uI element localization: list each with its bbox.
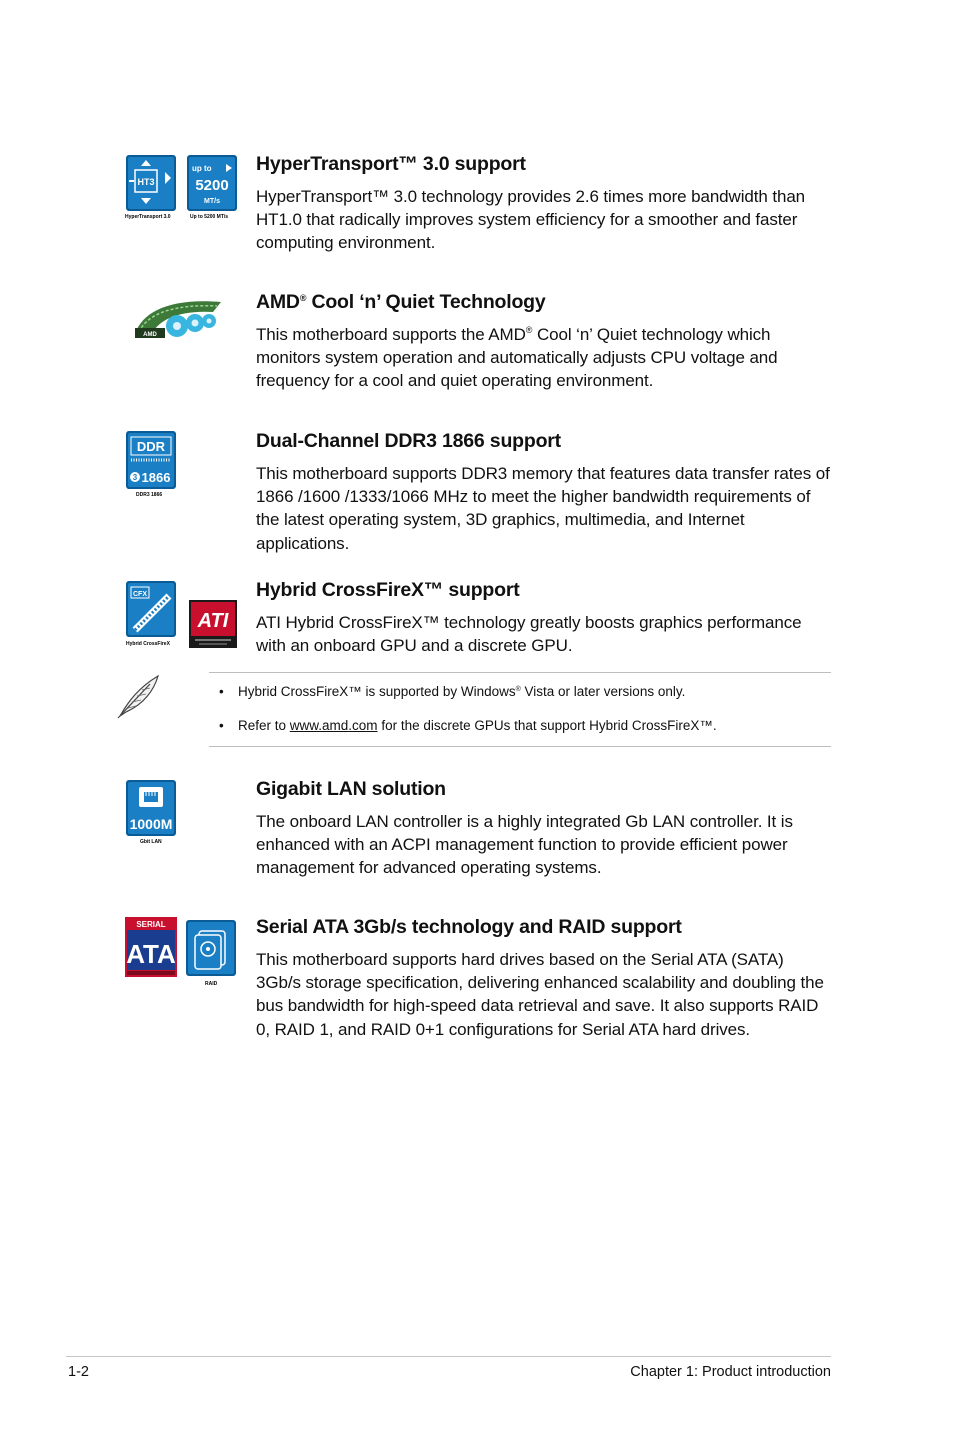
- hypertransport-body: HyperTransport™ 3.0 technology provides 2.6 times more bandwidth than HT1.0 that radically improves system efficiency for a smoother and faster computing environment.: [256, 187, 806, 253]
- 5200-mts-caption: Up to 5200 MT/s: [190, 214, 229, 220]
- chapter-title: Chapter 1: Product introduction: [630, 1364, 831, 1380]
- ati-logo-icon: [189, 600, 237, 653]
- ata-label: ATA: [126, 939, 176, 969]
- hypertransport-icon: [125, 154, 177, 217]
- ddr3-1866-caption: DDR3 1866: [136, 492, 163, 498]
- raid-caption: RAID: [205, 981, 218, 987]
- hypertransport-section: [256, 152, 831, 255]
- hybrid-crossfirex-caption: Hybrid CrossFireX: [126, 641, 170, 647]
- serial-ata-logo-icon: [125, 917, 177, 982]
- ht3-label: HT3: [137, 177, 155, 187]
- gigabit-lan-title: Gigabit LAN solution: [256, 778, 446, 800]
- amd-website-link[interactable]: www.amd.com: [289, 718, 378, 733]
- hybrid-crossfirex-icon: [125, 580, 177, 643]
- cnq-amd-label: AMD: [143, 332, 157, 338]
- ddr-3-label: 3: [132, 473, 138, 482]
- hypertransport-title: HyperTransport™ 3.0 support: [256, 153, 526, 175]
- hybrid-crossfirex-body: ATI Hybrid CrossFireX™ technology greatly boosts graphics performance with an onboard GPU and a discrete GPU.: [256, 613, 802, 656]
- serial-ata-body: This motherboard supports hard drives based on the Serial ATA (SATA) 3Gb/s storage specification, delivering enhanced scalability and doubling the bus bandwidth for high-speed data retrieval and save. It also supports RAID 0, RAID 1, and RAID 0+1 configurations for Serial ATA hard drives.: [256, 950, 824, 1039]
- gigabit-lan-caption: Gbit LAN: [140, 839, 162, 845]
- page-number: 1-2: [68, 1364, 89, 1380]
- raid-icon: [185, 919, 237, 982]
- cool-n-quiet-title: AMD® Cool ‘n’ Quiet Technology: [256, 291, 546, 313]
- serial-ata-section: [256, 915, 831, 1041]
- cool-n-quiet-body: This motherboard supports the AMD® Cool ‘n’ Quiet technology which monitors system operation and automatically adjusts CPU voltage and frequency for a cool and quiet operating environment.: [256, 325, 778, 391]
- ddr3-section: [256, 429, 831, 555]
- gigabit-lan-section: [256, 777, 831, 880]
- footer-divider: [66, 1356, 831, 1357]
- ati-label: ATI: [197, 610, 229, 632]
- 1866-label: 1866: [141, 470, 171, 485]
- hybrid-crossfirex-section: [256, 578, 831, 657]
- ddr3-body: This motherboard supports DDR3 memory that features data transfer rates of 1866 /1600 /1333/1066 MHz to meet the higher bandwidth requirements of the latest operating system, 3D graphics, multimedia, and Internet applications.: [256, 464, 830, 553]
- note-box: • Hybrid CrossFireX™ is supported by Windows® Vista or later versions only. • Refer to www.amd.com for the discrete GPUs that support Hybrid CrossFireX™.: [209, 672, 831, 747]
- cool-n-quiet-icon: [133, 296, 223, 345]
- 5200-label: 5200: [195, 177, 229, 194]
- 5200-mts-icon: [186, 154, 238, 217]
- upto-label: up to: [192, 164, 212, 173]
- ddr-label: DDR: [136, 439, 166, 454]
- ddr3-title: Dual-Channel DDR3 1866 support: [256, 430, 561, 452]
- serial-ata-title: Serial ATA 3Gb/s technology and RAID support: [256, 916, 682, 938]
- mts-label: MT/s: [204, 198, 220, 205]
- cool-n-quiet-section: [256, 290, 831, 393]
- serial-label: SERIAL: [136, 920, 166, 929]
- gigabit-lan-icon: [125, 779, 177, 842]
- note-feather-icon: [114, 672, 162, 725]
- hypertransport-caption: HyperTransport 3.0: [125, 214, 171, 220]
- gigabit-lan-body: The onboard LAN controller is a highly integrated Gb LAN controller. It is enhanced with an ACPI management function to provide efficient power management for advanced operating systems.: [256, 812, 793, 878]
- cfx-label: CFX: [133, 591, 147, 598]
- 1000m-label: 1000M: [129, 816, 173, 832]
- ddr3-1866-icon: [125, 430, 177, 495]
- hybrid-crossfirex-title: Hybrid CrossFireX™ support: [256, 579, 520, 601]
